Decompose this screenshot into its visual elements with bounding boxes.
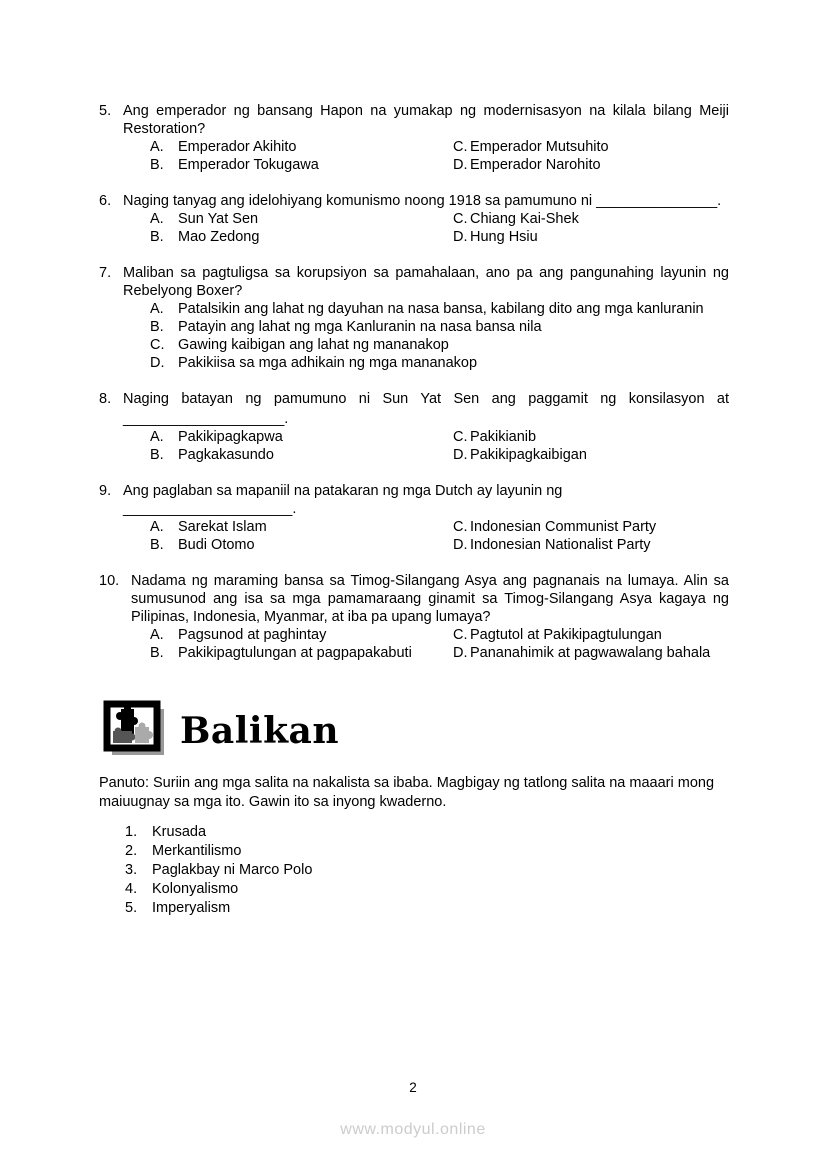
option-letter: B. (150, 447, 164, 463)
option-b (150, 228, 453, 246)
option-c (453, 518, 729, 536)
option-letter: A. (150, 627, 164, 643)
option-d (453, 644, 729, 662)
list-item-number: 3. (125, 862, 138, 878)
list-item (125, 899, 312, 918)
option-text: Pakikipagtulungan at pagpapakabuti (178, 645, 412, 661)
option-text: Emperador Narohito (470, 157, 601, 173)
option-letter: C. (453, 519, 468, 535)
option-d (150, 354, 729, 372)
option-text: Gawing kaibigan ang lahat ng mananakop (178, 337, 449, 353)
option-d (453, 446, 729, 464)
option-text: Patalsikin ang lahat ng dayuhan na nasa bansa, kabilang dito ang mga kanluranin (178, 301, 704, 317)
option-text: Chiang Kai-Shek (470, 211, 579, 227)
option-b (150, 318, 729, 336)
answer-options (150, 626, 729, 662)
option-letter: B. (150, 229, 164, 245)
option-letter: A. (150, 301, 164, 317)
option-text: Hung Hsiu (470, 229, 538, 245)
answer-options (150, 300, 729, 372)
question-number: 6. (99, 193, 112, 209)
list-item-text: Imperyalism (152, 900, 231, 916)
option-c (453, 210, 729, 228)
question-5 (99, 102, 729, 174)
answer-options (150, 428, 729, 464)
list-item (125, 880, 312, 899)
option-letter: C. (150, 337, 165, 353)
option-c (453, 428, 729, 446)
list-item (125, 823, 312, 842)
option-letter: C. (453, 429, 468, 445)
option-c (453, 138, 729, 156)
list-item-text: Merkantilismo (152, 843, 242, 859)
option-text: Pananahimik at pagwawalang bahala (470, 645, 711, 661)
option-text: Emperador Mutsuhito (470, 139, 609, 155)
list-item-text: Paglakbay ni Marco Polo (152, 862, 313, 878)
option-d (453, 228, 729, 246)
option-letter: D. (453, 537, 468, 553)
option-letter: A. (150, 211, 164, 227)
question-number: 5. (99, 103, 112, 119)
question-text: Maliban sa pagtuligsa sa korupsiyon sa pamahalaan, ano pa ang pangunahing layunin ng Rebelyong Boxer? (123, 265, 729, 299)
option-c (150, 336, 729, 354)
option-text: Sarekat Islam (178, 519, 267, 535)
question-7 (99, 264, 729, 372)
list-item-number: 4. (125, 881, 138, 897)
watermark: www.modyul.online (340, 1121, 486, 1138)
option-text: Pagtutol at Pakikipagtulungan (470, 627, 662, 643)
question-6 (99, 192, 729, 246)
answer-options (150, 138, 729, 174)
option-a (150, 300, 729, 318)
option-text: Pakikipagkapwa (178, 429, 283, 445)
option-letter: C. (453, 627, 468, 643)
question-text: Naging tanyag ang idelohiyang komunismo noong 1918 sa pamumuno ni _______________. (123, 193, 722, 209)
option-letter: B. (150, 645, 164, 661)
question-text: Nadama ng maraming bansa sa Timog-Silangang Asya ang pagnanais na lumaya. Alin sa sumusunod ang isa sa mga pamamaraang ginamit sa Timog-Silangang Asya kagaya ng Pilipinas, Indonesia, Myanmar, at iba pa upang lumaya? (131, 573, 729, 625)
list-item (125, 842, 312, 861)
answer-options (150, 210, 729, 246)
option-letter: C. (453, 139, 468, 155)
list-item-text: Kolonyalismo (152, 881, 239, 897)
puzzle-pieces-icon (103, 700, 166, 762)
question-number: 10. (99, 573, 120, 589)
question-9 (99, 482, 729, 554)
option-b (150, 156, 453, 174)
answer-blank: ____________________. (123, 411, 289, 427)
list-item-number: 1. (125, 824, 138, 840)
balikan-header (103, 700, 339, 762)
option-text: Budi Otomo (178, 537, 255, 553)
option-b (150, 644, 453, 662)
question-number: 8. (99, 391, 112, 407)
option-letter: D. (453, 645, 468, 661)
option-text: Mao Zedong (178, 229, 260, 245)
option-a (150, 626, 453, 644)
option-a (150, 518, 453, 536)
option-letter: D. (453, 447, 468, 463)
option-d (453, 156, 729, 174)
option-text: Indonesian Nationalist Party (470, 537, 651, 553)
option-letter: A. (150, 139, 164, 155)
list-item-text: Krusada (152, 824, 207, 840)
option-letter: B. (150, 537, 164, 553)
question-text: Naging batayan ng pamumuno ni Sun Yat Sen ang paggamit ng konsilasyon at (123, 391, 729, 407)
option-text: Pagkakasundo (178, 447, 274, 463)
option-text: Emperador Tokugawa (178, 157, 319, 173)
option-text: Pagsunod at paghintay (178, 627, 327, 643)
question-text: Ang paglaban sa mapaniil na patakaran ng mga Dutch ay layunin ng _____________________. (123, 483, 563, 517)
list-item (125, 861, 312, 880)
list-item-number: 2. (125, 843, 138, 859)
question-8 (99, 390, 729, 464)
option-letter: A. (150, 429, 164, 445)
question-10 (99, 572, 729, 662)
option-letter: C. (453, 211, 468, 227)
option-text: Emperador Akihito (178, 139, 297, 155)
list-item-number: 5. (125, 900, 138, 916)
option-a (150, 210, 453, 228)
option-a (150, 138, 453, 156)
option-text: Pakikipagkaibigan (470, 447, 587, 463)
option-letter: D. (150, 355, 165, 371)
option-text: Pakikiisa sa mga adhikain ng mga mananakop (178, 355, 478, 371)
balikan-section-title: Balikan (180, 710, 340, 752)
question-number: 9. (99, 483, 112, 499)
answer-options (150, 518, 729, 554)
question-number: 7. (99, 265, 112, 281)
option-b (150, 446, 453, 464)
option-text: Patayin ang lahat ng mga Kanluranin na nasa bansa nila (178, 319, 542, 335)
option-text: Pakikianib (470, 429, 537, 445)
option-letter: B. (150, 157, 164, 173)
option-letter: D. (453, 229, 468, 245)
option-text: Sun Yat Sen (178, 211, 259, 227)
option-b (150, 536, 453, 554)
option-d (453, 536, 729, 554)
option-a (150, 428, 453, 446)
option-letter: A. (150, 519, 164, 535)
balikan-instructions: Panuto: Suriin ang mga salita na nakalista sa ibaba. Magbigay ng tatlong salita na maaari mong maiuugnay sa mga ito. Gawin ito sa inyong kwaderno. (99, 775, 715, 810)
question-text: Ang emperador ng bansang Hapon na yumakap ng modernisasyon na kilala bilang Meiji Restoration? (123, 103, 729, 137)
questions (99, 102, 729, 680)
page-number: 2 (409, 1080, 417, 1095)
option-c (453, 626, 729, 644)
option-text: Indonesian Communist Party (470, 519, 657, 535)
option-letter: B. (150, 319, 164, 335)
option-letter: D. (453, 157, 468, 173)
review-word-list (125, 823, 312, 918)
